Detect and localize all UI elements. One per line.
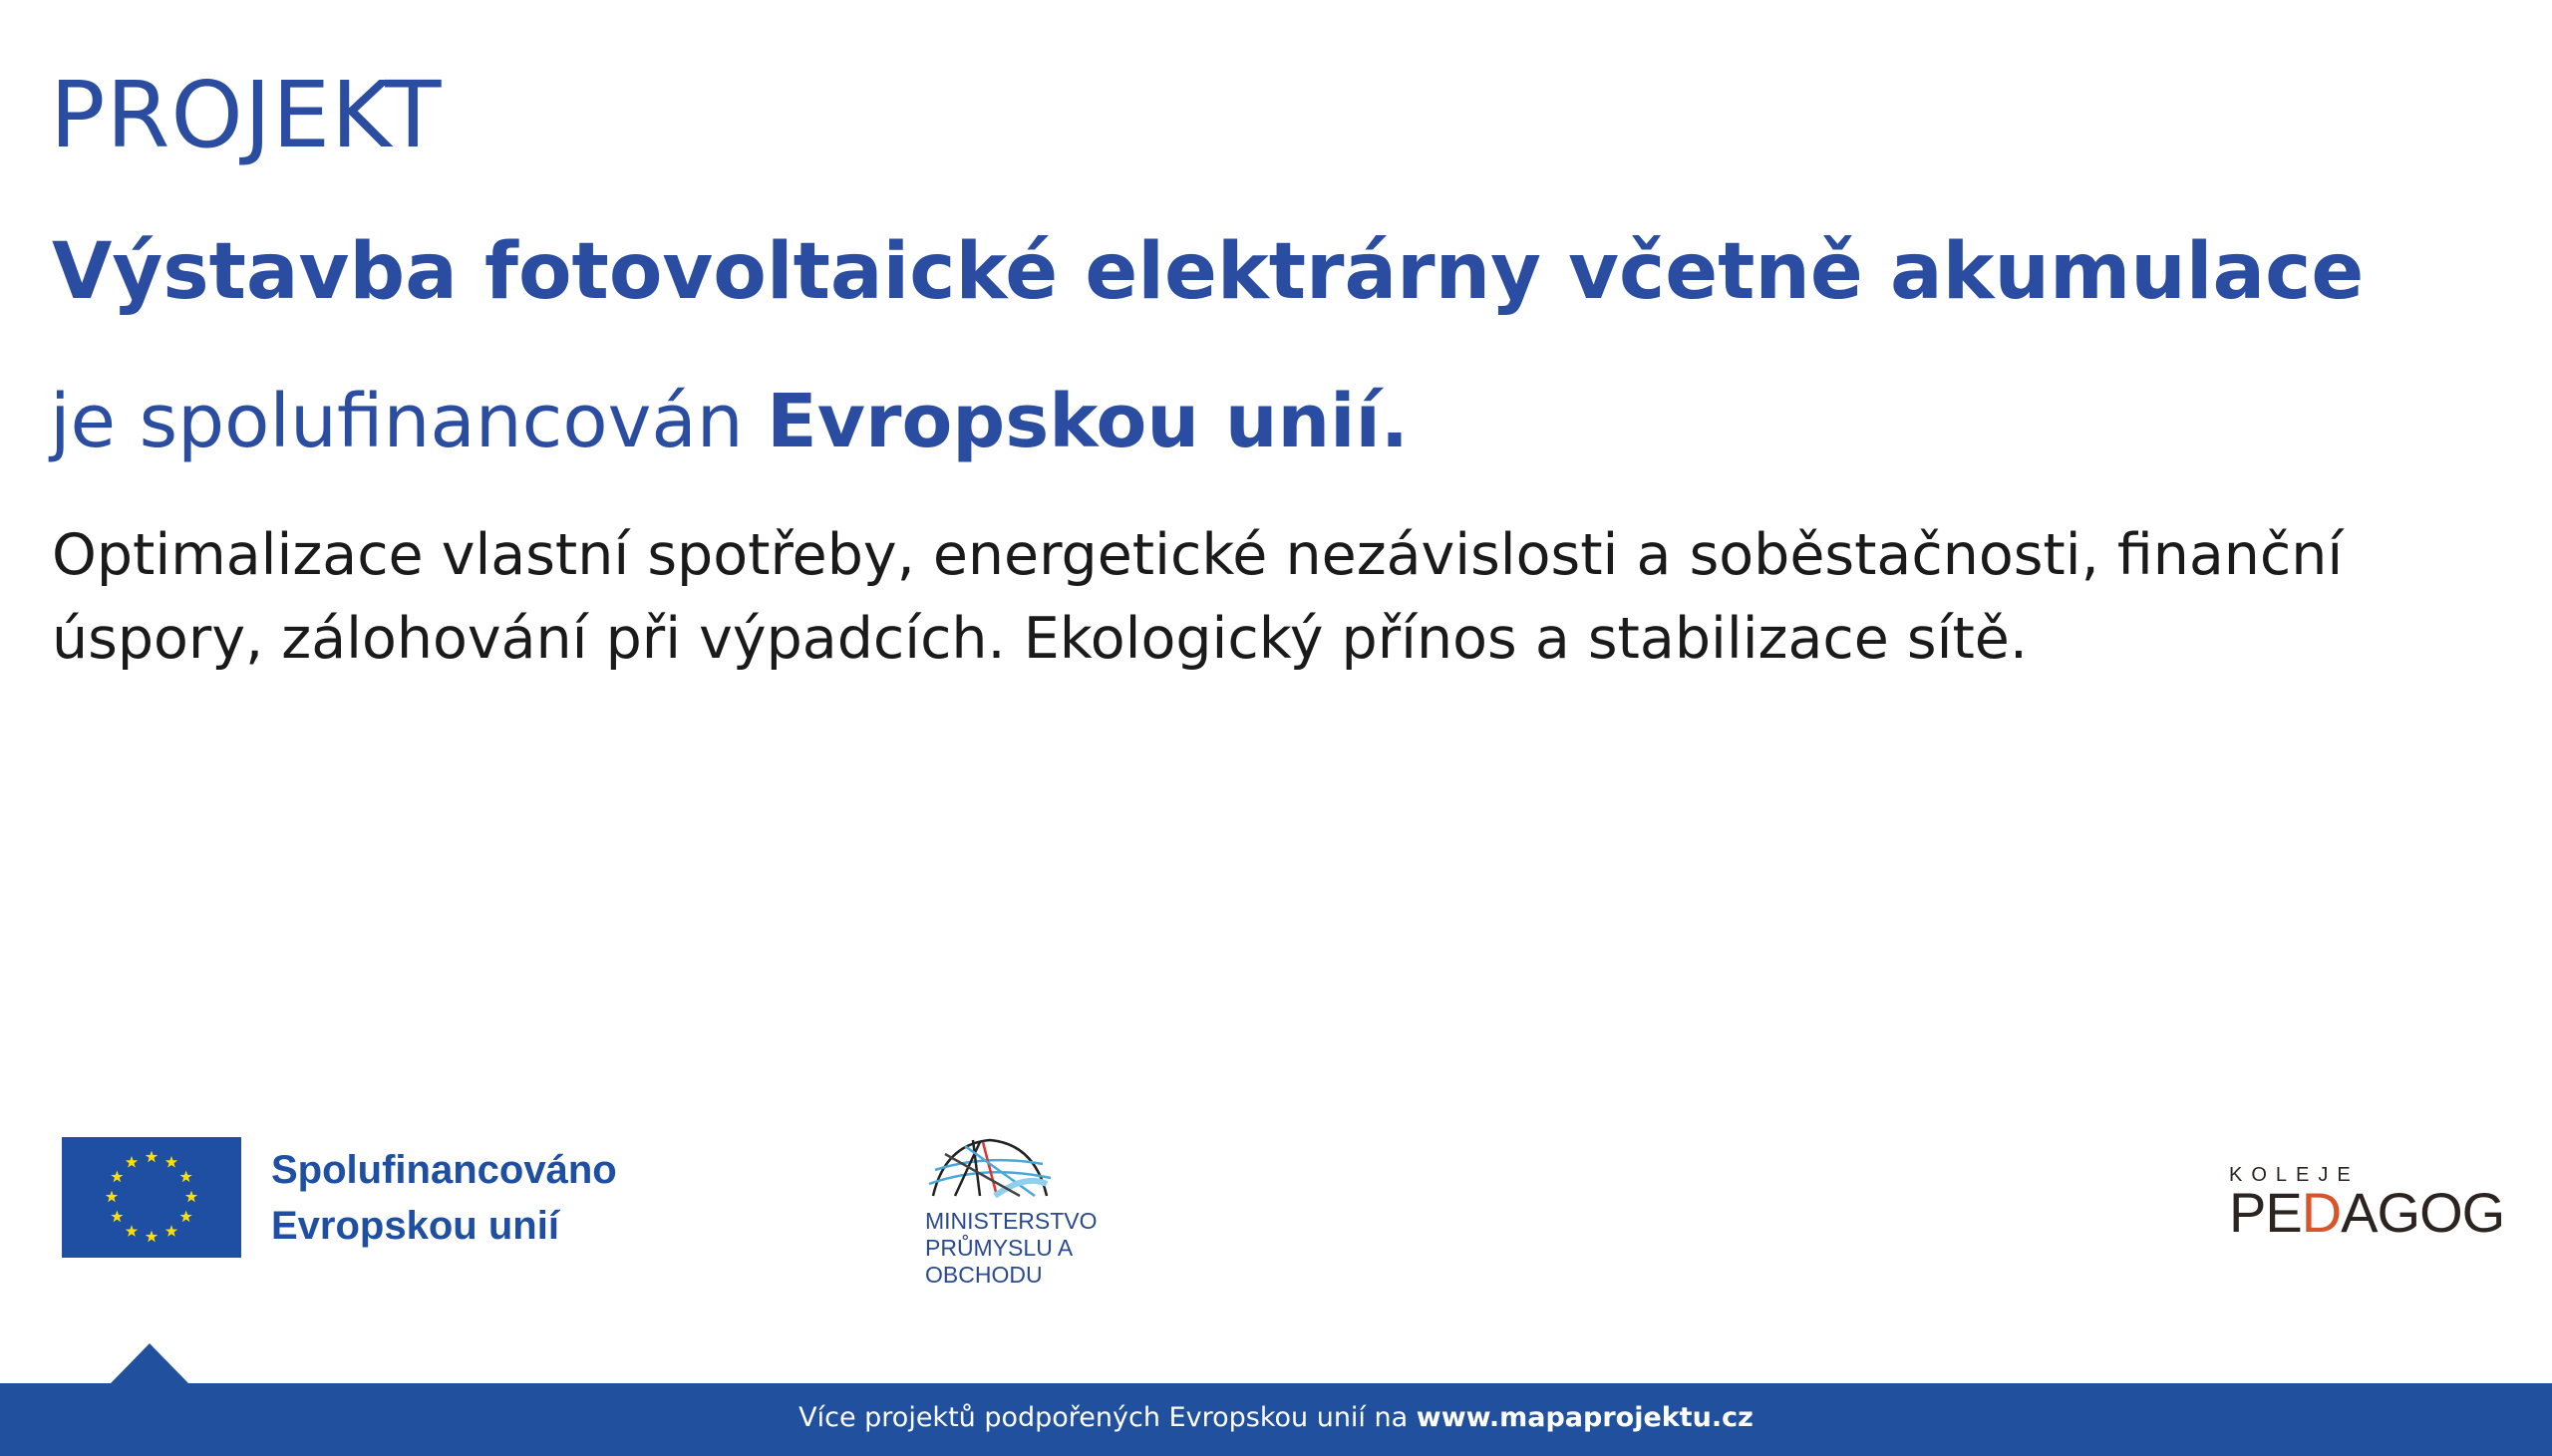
footer-bar [0,1383,2552,1456]
pedagog-rest: AGOG [2341,1181,2505,1244]
eu-cofinanced-logo-text [271,1142,617,1254]
kicker-label: PROJEKT [50,62,443,168]
eu-star-icon [106,1191,118,1203]
pedagog-pe: PE [2229,1181,2302,1244]
footer-pointer-triangle [111,1343,188,1383]
footer-text: Více projektů podpořených Evropskou unií na [798,1402,1417,1433]
eu-flag-icon [62,1137,241,1258]
eu-star-icon [180,1211,192,1223]
eu-star-icon [111,1171,123,1183]
pedagog-d: D [2301,1181,2342,1244]
eu-star-icon [180,1171,192,1183]
eu-star-icon [185,1191,197,1203]
eu-star-icon [165,1225,177,1237]
eu-text-line1: Spolufinancováno [271,1148,617,1192]
pedagog-small-text: KOLEJE [2229,1164,2360,1186]
cofinanced-bold: Evropskou unií. [767,379,1410,464]
project-description: Optimalizace vlastní spotřeby, energetické nezávislosti a soběstačnosti, finanční úspory, zálohování při výpadcích. Ekologický přínos a stabilizace sítě. [52,522,2344,672]
project-title: Výstavba fotovoltaické elektrárny včetně akumulace [52,227,2365,317]
eu-star-icon [146,1231,158,1243]
eu-text-line2: Evropskou unií [271,1204,559,1248]
footer-link[interactable]: www.mapaprojektu.cz [1416,1402,1754,1433]
eu-star-icon [126,1225,138,1237]
koleje-pedagog-logo [2229,1164,2505,1244]
mpo-logo [925,1134,1194,1288]
eu-star-icon [111,1211,123,1223]
mpo-text-line2: PRŮMYSLU A OBCHODU [925,1235,1072,1288]
cofinanced-prefix: je spolufinancován [50,379,744,464]
cofinanced-line [50,379,1409,464]
mpo-globe-icon [925,1134,1055,1204]
eu-star-icon [146,1151,158,1163]
eu-star-icon [126,1156,138,1168]
mpo-text-line1: MINISTERSTVO [925,1208,1098,1234]
eu-star-icon [165,1156,177,1168]
